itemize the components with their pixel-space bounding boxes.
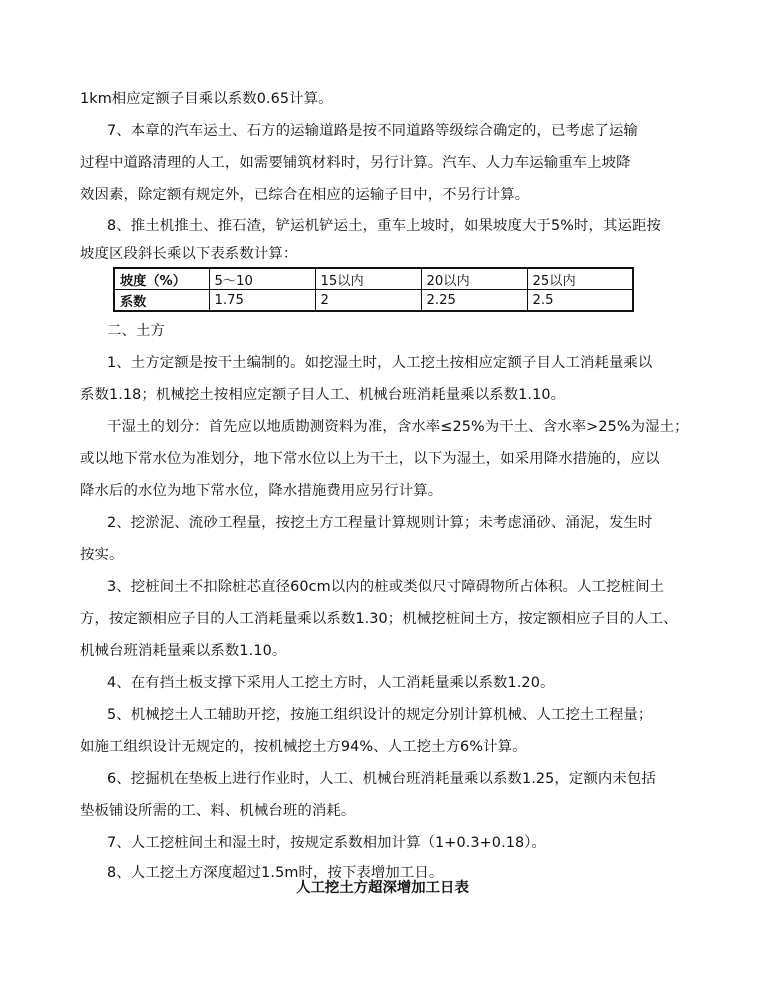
table-cell: 20以内 [421, 268, 527, 290]
table-row [114, 268, 633, 290]
paragraph-line: 或以地下常水位为准划分，地下常水位以上为干土，以下为湿土，如采用降水措施的，应以 [80, 451, 660, 467]
table-cell: 15以内 [315, 268, 421, 290]
paragraph-line: 1、土方定额是按干土编制的。如挖湿土时，人工挖土按相应定额子目人工消耗量乘以 [107, 355, 653, 371]
table-title: 人工挖土方超深增加工日表 [296, 880, 469, 896]
paragraph-line: 效因素，除定额有规定外，已综合在相应的运输子目中，不另行计算。 [80, 187, 530, 203]
table-cell: 2.5 [527, 290, 633, 312]
paragraph-line: 1km相应定额子目乘以系数0.65计算。 [80, 91, 333, 107]
paragraph-line: 6、挖掘机在垫板上进行作业时，人工、机械台班消耗量乘以系数1.25，定额内未包括 [107, 771, 656, 787]
paragraph-line: 7、人工挖桩间土和湿土时，按规定系数相加计算（1+0.3+0.18）。 [107, 835, 547, 851]
table-row [114, 290, 633, 312]
table-cell: 2 [315, 290, 421, 312]
table-cell: 系数 [114, 290, 209, 312]
paragraph-line: 5、机械挖土人工辅助开挖，按施工组织设计的规定分别计算机械、人工挖土工程量； [107, 707, 653, 723]
paragraph-line: 系数1.18；机械挖土按相应定额子目人工、机械台班消耗量乘以系数1.10。 [80, 387, 566, 403]
paragraph-line: 3、挖桩间土不扣除桩芯直径60cm以内的桩或类似尺寸障碍物所占体积。人工挖桩间土 [107, 579, 665, 595]
paragraph-line: 7、本章的汽车运土、石方的运输道路是按不同道路等级综合确定的，已考虑了运输 [107, 123, 638, 139]
table-cell: 1.75 [209, 290, 315, 312]
table-cell: 坡度（%） [114, 268, 209, 290]
paragraph-line: 过程中道路清理的人工，如需要铺筑材料时，另行计算。汽车、人力车运输重车上坡降 [80, 155, 631, 171]
paragraph-line: 干湿土的划分：首先应以地质勘测资料为准，含水率≤25%为干土、含水率>25%为湿土； [107, 419, 689, 435]
table-cell: 2.25 [421, 290, 527, 312]
paragraph-line: 垫板铺设所需的工、料、机械台班的消耗。 [80, 803, 356, 819]
paragraph-line: 如施工组织设计无规定的，按机械挖土方94%、人工挖土方6%计算。 [80, 739, 527, 755]
paragraph-line: 4、在有挡土板支撑下采用人工挖土方时，人工消耗量乘以系数1.20。 [107, 675, 555, 691]
table-cell: 5～10 [209, 268, 315, 290]
paragraph-line: 按实。 [80, 547, 124, 563]
paragraph-line: 机械台班消耗量乘以系数1.10。 [80, 643, 287, 659]
paragraph-line: 8、推土机推土、推石渣，铲运机铲运土，重车上坡时，如果坡度大于5%时，其运距按 [107, 218, 661, 234]
table-cell: 25以内 [527, 268, 633, 290]
paragraph-line: 方，按定额相应子目的人工消耗量乘以系数1.30；机械挖桩间土方，按定额相应子目的人工、 [80, 611, 678, 627]
paragraph-line: 8、人工挖土方深度超过1.5m时，按下表增加工日。 [107, 865, 444, 881]
paragraph-line: 坡度区段斜长乘以下表系数计算： [80, 246, 298, 262]
section-heading: 二、土方 [107, 323, 165, 339]
paragraph-line: 降水后的水位为地下常水位，降水措施费用应另行计算。 [80, 483, 443, 499]
paragraph-line: 2、挖淤泥、流砂工程量，按挖土方工程量计算规则计算；未考虑涌砂、涌泥，发生时 [107, 515, 653, 531]
slope-coefficient-table [113, 267, 634, 312]
